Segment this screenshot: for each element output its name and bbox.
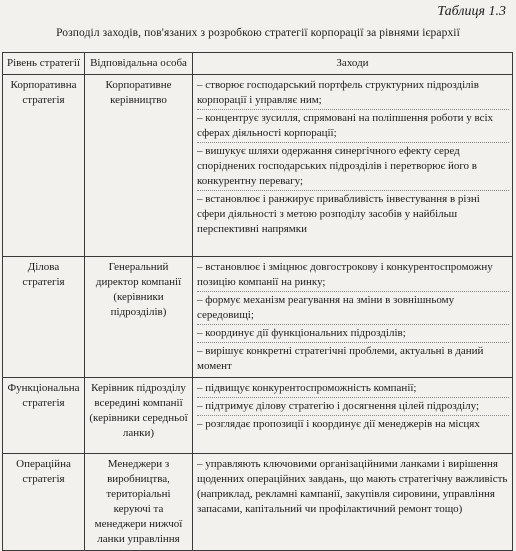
measure-item: – управляють ключовими організаційними ланками і вирішення щоденних операційних завдань, що мають стратегічну важливість (наприклад, рекламні кампанії, закупівля сировини, управління запасами, капітальний чи профілактичний ремонт тощо) — [197, 458, 508, 515]
table-row — [3, 454, 513, 551]
header-strategy-level: Рівень стратегії — [3, 53, 85, 75]
cell-level: Корпоративна стратегія — [3, 75, 85, 257]
cell-measures — [193, 454, 513, 551]
cell-person: Генеральний директор компанії (керівники підрозділів) — [85, 257, 193, 378]
cell-level: Операційна стратегія — [3, 454, 85, 551]
strategy-table — [2, 52, 513, 551]
header-measures: Заходи — [193, 53, 513, 75]
cell-person: Корпоративне керівництво — [85, 75, 193, 257]
table-header-row — [3, 53, 513, 75]
measure-item: – координує дії функціональних підрозділів; — [197, 324, 509, 341]
cell-person: Керівник підрозділу всередині компанії (керівники середньої ланки) — [85, 378, 193, 454]
table-row — [3, 378, 513, 454]
measure-item: – підвищує конкурентоспроможність компанії; — [197, 382, 417, 394]
measure-item: – концентрує зусилля, спрямовані на поліпшення роботи у всіх сферах діяльності корпорації; — [197, 109, 509, 141]
cell-level: Ділова стратегія — [3, 257, 85, 378]
cell-person: Менеджери з виробництва, територіальні керуючі та менеджери нижчої ланки управління — [85, 454, 193, 551]
table-title: Розподіл заходів, пов'язаних з розробкою стратегії корпорації за рівнями ієрархії — [56, 27, 460, 39]
cell-level: Функціональна стратегія — [3, 378, 85, 454]
cell-measures — [193, 378, 513, 454]
cell-measures — [193, 75, 513, 257]
measure-item: – встановлює і зміцнює довгострокову і конкурентоспроможну позицію компанії на ринку; — [197, 261, 493, 288]
table-number: Таблиця 1.3 — [437, 4, 506, 19]
measure-item: – розглядає пропозиції і координує дії менеджерів на місцях — [197, 415, 509, 432]
header-responsible-person: Відповідальна особа — [85, 53, 193, 75]
measure-item: – встановлює і ранжирує привабливість інвестування в різні сфери діяльності з метою розподілу засобів у найбільш перспективні напрямки — [197, 190, 509, 237]
cell-measures — [193, 257, 513, 378]
table-row — [3, 257, 513, 378]
measure-item: – формує механізм реагування на зміни в зовнішньому середовищі; — [197, 291, 509, 323]
measure-item: – вишукує шляхи одержання синергічного ефекту серед споріднених господарських підрозділів і перетворює його в конкурентну перевагу; — [197, 142, 509, 189]
measure-item: – створює господарський портфель структурних підрозділів корпорації і управляє ним; — [197, 79, 479, 106]
measure-item: – підтримує ділову стратегію і досягнення цілей підрозділу; — [197, 397, 509, 414]
table-row — [3, 75, 513, 257]
measure-item: – вирішує конкретні стратегічні проблеми, актуальні в даний момент — [197, 342, 509, 374]
